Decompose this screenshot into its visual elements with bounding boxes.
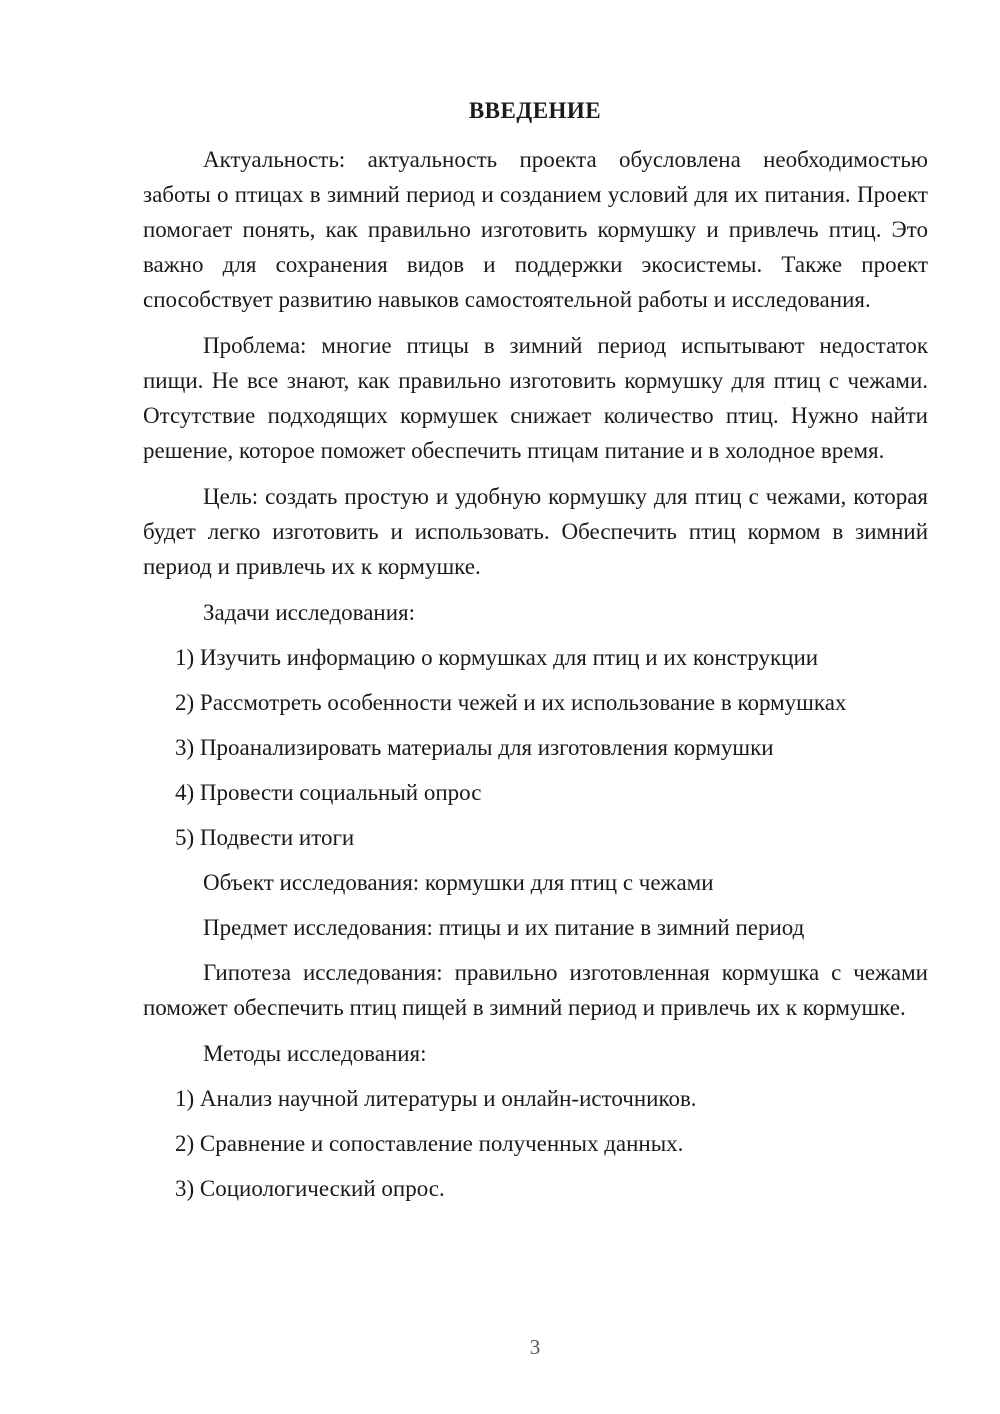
task-item: 1) Изучить информацию о кормушках для птиц и их конструкции xyxy=(175,645,819,670)
document-body xyxy=(143,142,928,1216)
research-object: Объект исследования: кормушки для птиц с чежами xyxy=(203,870,714,895)
goal-paragraph: Цель: создать простую и удобную кормушку для птиц с чежами, которая будет легко изготовить и использовать. Обеспечить птиц кормом в зимний период и привлечь их к кормушке. xyxy=(143,484,928,579)
method-item: 3) Социологический опрос. xyxy=(175,1176,445,1201)
problem-paragraph: Проблема: многие птицы в зимний период испытывают недостаток пищи. Не все знают, как правильно изготовить кормушку для птиц с чежами. Отсутствие подходящих кормушек снижает количество птиц. Нужно найти решение, которое поможет обеспечить птицам питание и в холодное время. xyxy=(143,333,928,463)
methods-list xyxy=(143,1081,928,1206)
research-subject: Предмет исследования: птицы и их питание в зимний период xyxy=(203,915,805,940)
page-number: 3 xyxy=(529,1335,541,1359)
method-item: 2) Сравнение и сопоставление полученных данных. xyxy=(175,1131,684,1156)
task-item: 5) Подвести итоги xyxy=(175,825,355,850)
method-item: 1) Анализ научной литературы и онлайн-источников. xyxy=(175,1086,697,1111)
task-item: 4) Провести социальный опрос xyxy=(175,780,482,805)
methods-heading: Методы исследования: xyxy=(203,1041,427,1066)
tasks-list xyxy=(143,640,928,855)
relevance-paragraph: Актуальность: актуальность проекта обусловлена необходимостью заботы о птицах в зимний период и созданием условий для их питания. Проект помогает понять, как правильно изготовить кормушку и привлечь птиц. Это важно для сохранения видов и поддержки экосистемы. Также проект способствует развитию навыков самостоятельной работы и исследования. xyxy=(143,147,928,312)
tasks-heading: Задачи исследования: xyxy=(203,600,416,625)
task-item: 3) Проанализировать материалы для изготовления кормушки xyxy=(175,735,774,760)
task-item: 2) Рассмотреть особенности чежей и их использование в кормушках xyxy=(175,690,847,715)
hypothesis-paragraph: Гипотеза исследования: правильно изготовленная кормушка с чежами поможет обеспечить птиц пищей в зимний период и привлечь их к кормушке. xyxy=(143,960,928,1020)
page-title: ВВЕДЕНИЕ xyxy=(468,98,602,123)
